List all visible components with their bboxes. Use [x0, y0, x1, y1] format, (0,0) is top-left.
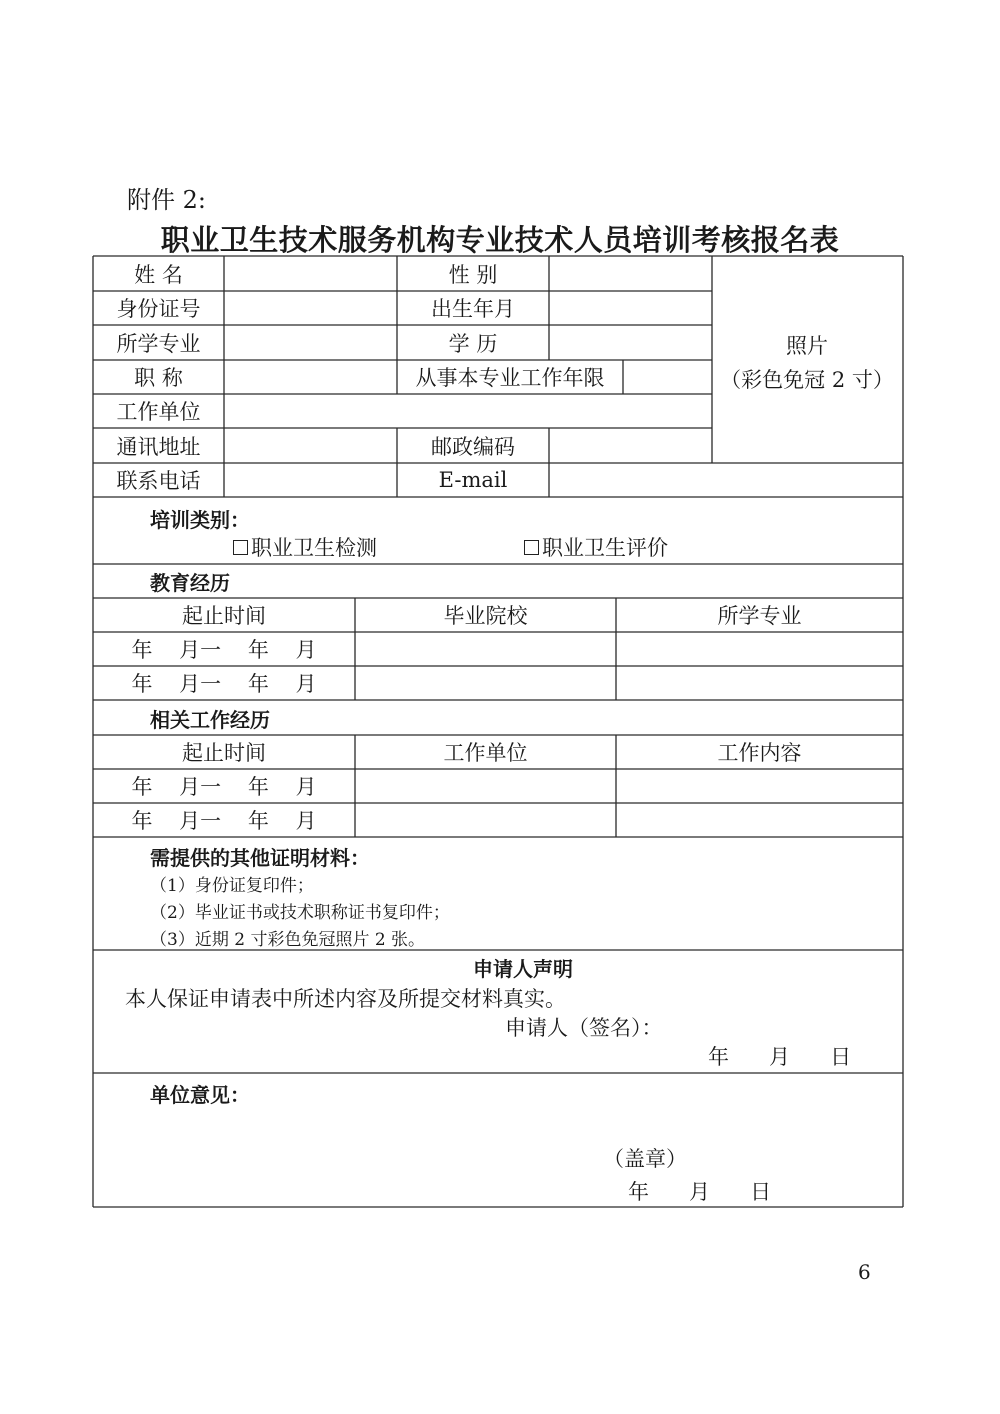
work-content-header: 工作内容	[717, 741, 802, 765]
work-row-1-period: 年 月一 年 月	[131, 775, 317, 799]
email-label: E-mail	[438, 468, 508, 492]
professional-title-label: 职 称	[134, 366, 183, 390]
work-years-field[interactable]	[623, 360, 712, 394]
education-heading: 教育经历	[150, 571, 230, 595]
postcode-field[interactable]	[549, 428, 712, 463]
checkbox-icon[interactable]	[233, 540, 248, 555]
major-field[interactable]	[224, 325, 397, 360]
declaration-date: 年 月 日	[708, 1045, 852, 1069]
birth-date-label: 出生年月	[431, 297, 515, 321]
gender-field[interactable]	[549, 256, 712, 291]
declaration-heading: 申请人声明	[473, 956, 573, 981]
education-level-field[interactable]	[549, 325, 712, 360]
attachment-label: 附件 2:	[127, 186, 206, 214]
seal-label: （盖章）	[603, 1147, 687, 1171]
unit-opinion-field[interactable]	[93, 1108, 903, 1146]
checkbox-icon[interactable]	[524, 540, 539, 555]
work-row-1-content[interactable]	[616, 769, 903, 803]
employer-label: 工作单位	[116, 400, 201, 424]
declaration-text: 本人保证申请表中所述内容及所提交材料真实。	[125, 987, 566, 1011]
applicant-signature-label: 申请人（签名）：	[505, 1016, 663, 1040]
form-title: 职业卫生技术服务机构专业技术人员培训考核报名表	[160, 223, 840, 257]
work-employer-header: 工作单位	[443, 741, 528, 765]
education-period-header: 起止时间	[182, 604, 266, 628]
education-row-1-period: 年 月一 年 月	[131, 638, 317, 662]
applicant-signature-field[interactable]	[670, 1012, 870, 1042]
name-field[interactable]	[224, 256, 397, 291]
training-option-testing-label: 职业卫生检测	[251, 536, 377, 560]
materials-item-2: （2）毕业证书或技术职称证书复印件；	[150, 902, 450, 923]
photo-size-note: （彩色免冠 2 寸）	[720, 368, 894, 392]
gender-label: 性 别	[448, 262, 498, 287]
email-field[interactable]	[549, 463, 903, 497]
major-label: 所学专业	[116, 331, 201, 356]
education-major-header: 所学专业	[717, 604, 802, 628]
name-label: 姓 名	[134, 262, 183, 287]
education-school-header: 毕业院校	[443, 604, 528, 628]
work-period-header: 起止时间	[182, 741, 266, 765]
training-option-evaluation-label: 职业卫生评价	[542, 536, 668, 560]
work-experience-heading: 相关工作经历	[150, 708, 270, 732]
work-years-label: 从事本专业工作年限	[415, 366, 605, 390]
page-number: 6	[858, 1260, 871, 1284]
education-row-2-major[interactable]	[616, 666, 903, 700]
work-row-2-content[interactable]	[616, 803, 903, 837]
postcode-label: 邮政编码	[431, 434, 515, 459]
address-label: 通讯地址	[116, 434, 201, 459]
birth-date-field[interactable]	[549, 291, 712, 325]
id-number-field[interactable]	[224, 291, 397, 325]
education-row-2-school[interactable]	[355, 666, 616, 700]
work-row-2-period: 年 月一 年 月	[131, 809, 317, 833]
training-option-testing[interactable]	[233, 532, 377, 562]
materials-item-3: （3）近期 2 寸彩色免冠照片 2 张。	[150, 929, 426, 950]
work-row-1-employer[interactable]	[355, 769, 616, 803]
phone-field[interactable]	[224, 463, 397, 497]
photo-label: 照片	[786, 334, 828, 358]
unit-opinion-heading: 单位意见：	[150, 1082, 250, 1107]
materials-heading: 需提供的其他证明材料：	[150, 845, 370, 870]
training-option-evaluation[interactable]	[524, 532, 668, 562]
materials-item-1: （1）身份证复印件；	[150, 875, 314, 896]
education-row-2-period: 年 月一 年 月	[131, 672, 317, 696]
employer-field[interactable]	[224, 394, 712, 428]
unit-opinion-date: 年 月 日	[628, 1180, 772, 1204]
education-row-1-school[interactable]	[355, 632, 616, 666]
work-row-2-employer[interactable]	[355, 803, 616, 837]
training-category-heading: 培训类别：	[150, 507, 250, 532]
id-number-label: 身份证号	[116, 297, 201, 321]
education-level-label: 学 历	[448, 331, 498, 356]
address-field[interactable]	[224, 428, 397, 463]
professional-title-field[interactable]	[224, 360, 397, 394]
education-row-1-major[interactable]	[616, 632, 903, 666]
phone-label: 联系电话	[116, 469, 201, 493]
